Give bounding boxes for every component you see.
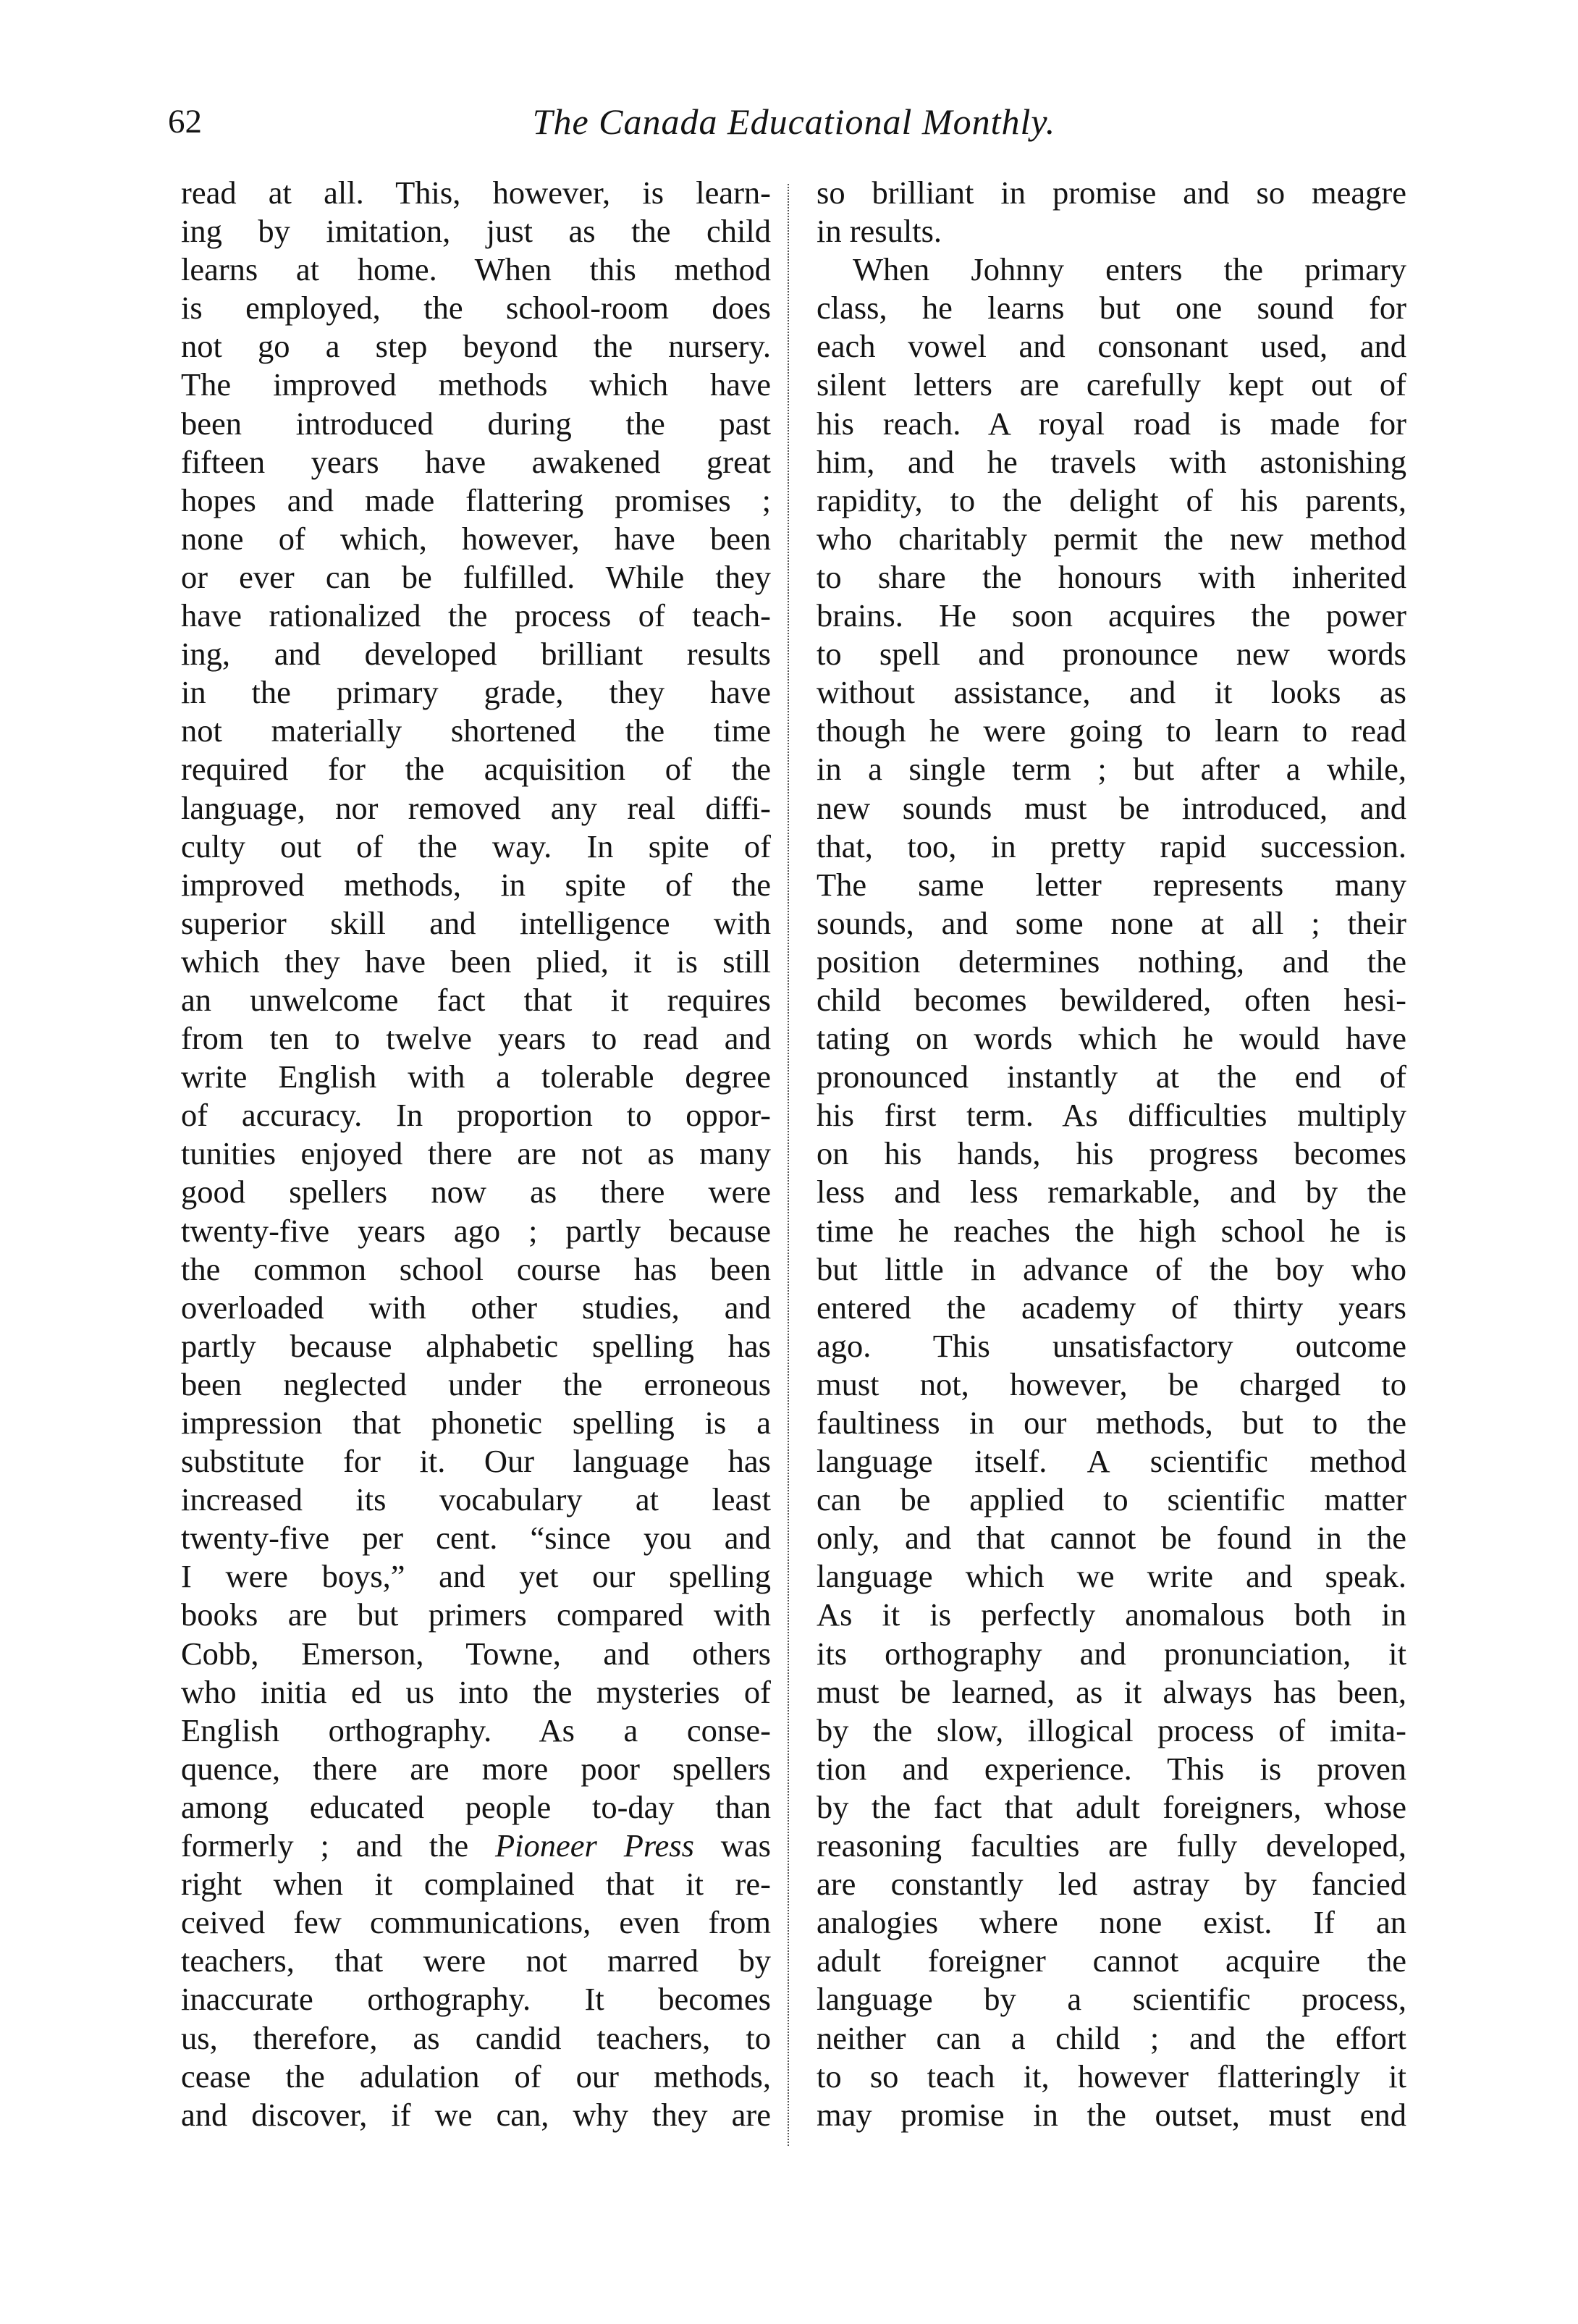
text-line: but little in advance of the boy who: [817, 1250, 1406, 1287]
text-line: impression that phonetic spelling is a: [181, 1405, 771, 1441]
text-line: quence, there are more poor spellers: [181, 1750, 771, 1787]
left-text-column: [181, 174, 771, 2134]
text-line: must be learned, as it always has been,: [817, 1673, 1406, 1710]
text-line: to spell and pronounce new words: [817, 636, 1406, 673]
text-line: the common school course has been: [181, 1250, 771, 1287]
text-line: ing by imitation, just as the child: [181, 213, 771, 250]
text-line: in results.: [817, 213, 942, 250]
text-line: or ever can be fulfilled. While they: [181, 558, 771, 595]
text-line: in a single term ; but after a while,: [817, 751, 1406, 788]
text-line: in the primary grade, they have: [181, 674, 771, 711]
text-line: by the slow, illogical process of imita-: [817, 1712, 1406, 1748]
text-line: been neglected under the erroneous: [181, 1365, 771, 1402]
text-line: language by a scientific process,: [817, 1981, 1406, 2018]
journal-title: The Canada Educational Monthly.: [532, 101, 1056, 142]
text-line: adult foreigner cannot acquire the: [817, 1942, 1406, 1979]
text-line: class, he learns but one sound for: [817, 290, 1406, 327]
text-line: faultiness in our methods, but to the: [817, 1405, 1406, 1441]
text-line: time he reaches the high school he is: [817, 1212, 1406, 1249]
text-line: When Johnny enters the primary: [853, 251, 1406, 288]
text-line: him, and he travels with astonishing: [817, 443, 1406, 480]
text-line: which they have been plied, it is still: [181, 943, 771, 980]
italic-tail: was: [693, 1827, 771, 1864]
text-line: his first term. As difficulties multiply: [817, 1097, 1406, 1134]
text-line: language which we write and speak.: [817, 1558, 1406, 1595]
text-line: to so teach it, however flatteringly it: [817, 2058, 1406, 2094]
text-line: required for the acquisition of the: [181, 751, 771, 788]
text-line: sounds, and some none at all ; their: [817, 904, 1406, 941]
text-line: may promise in the outset, must end: [817, 2096, 1406, 2133]
text-line: Cobb, Emerson, Towne, and others: [181, 1635, 771, 1672]
text-line: teachers, that were not marred by: [181, 1942, 771, 1979]
text-line: are constantly led astray by fancied: [817, 1866, 1406, 1903]
italic-phrase: Pioneer Press: [495, 1827, 694, 1864]
text-line: language itself. A scientific method: [817, 1443, 1406, 1480]
text-line: cease the adulation of our methods,: [181, 2058, 771, 2094]
text-line: none of which, however, have been: [181, 520, 771, 557]
text-line: ceived few communications, even from: [181, 1904, 771, 1941]
text-line: brains. He soon acquires the power: [817, 597, 1406, 634]
text-line: tunities enjoyed there are not as many: [181, 1135, 771, 1172]
text-line: child becomes bewildered, often hesi-: [817, 981, 1406, 1018]
text-line: each vowel and consonant used, and: [817, 328, 1406, 365]
text-line: ing, and developed brilliant results: [181, 636, 771, 673]
text-line: The improved methods which have: [181, 366, 771, 403]
text-line: its orthography and pronunciation, it: [817, 1635, 1406, 1672]
text-line: good spellers now as there were: [181, 1174, 771, 1211]
text-line: books are but primers compared with: [181, 1596, 771, 1633]
text-line: twenty-five per cent. “since you and: [181, 1520, 771, 1557]
text-line: superior skill and intelligence with: [181, 904, 771, 941]
running-header: [168, 100, 1420, 158]
text-line: analogies where none exist. If an: [817, 1904, 1406, 1941]
text-line: by the fact that adult foreigners, whose: [817, 1788, 1406, 1825]
text-line: ago. This unsatisfactory outcome: [817, 1327, 1406, 1364]
text-line: who initia ed us into the mysteries of: [181, 1673, 771, 1710]
text-line: that, too, in pretty rapid succession.: [817, 828, 1406, 864]
text-line: have rationalized the process of teach-: [181, 597, 771, 634]
text-line: tion and experience. This is proven: [817, 1750, 1406, 1787]
text-line: formerly ; and the Pioneer Press was: [181, 1827, 771, 1864]
text-line: an unwelcome fact that it requires: [181, 981, 771, 1018]
text-line: substitute for it. Our language has: [181, 1443, 771, 1480]
text-line: neither can a child ; and the effort: [817, 2019, 1406, 2056]
text-line: not go a step beyond the nursery.: [181, 328, 771, 365]
text-line: silent letters are carefully kept out of: [817, 366, 1406, 403]
text-line: of accuracy. In proportion to oppor-: [181, 1097, 771, 1134]
text-line: hopes and made flattering promises ;: [181, 481, 771, 518]
text-line: must not, however, be charged to: [817, 1365, 1406, 1402]
text-line: from ten to twelve years to read and: [181, 1020, 771, 1057]
text-line: right when it complained that it re-: [181, 1866, 771, 1903]
text-line: his reach. A royal road is made for: [817, 405, 1406, 442]
text-line: overloaded with other studies, and: [181, 1289, 771, 1326]
text-line: new sounds must be introduced, and: [817, 789, 1406, 826]
text-line: improved methods, in spite of the: [181, 866, 771, 903]
text-line: culty out of the way. In spite of: [181, 828, 771, 864]
text-line: and discover, if we can, why they are: [181, 2096, 771, 2133]
page-number: 62: [168, 103, 202, 140]
text-line: partly because alphabetic spelling has: [181, 1327, 771, 1364]
text-line: position determines nothing, and the: [817, 943, 1406, 980]
text-line: who charitably permit the new method: [817, 520, 1406, 557]
text-line: only, and that cannot be found in the: [817, 1520, 1406, 1557]
text-line: tating on words which he would have: [817, 1020, 1406, 1057]
text-line: read at all. This, however, is learn-: [181, 174, 771, 211]
column-divider: [788, 184, 789, 2146]
text-line: us, therefore, as candid teachers, to: [181, 2019, 771, 2056]
text-line: rapidity, to the delight of his parents,: [817, 481, 1406, 518]
text-line: fifteen years have awakened great: [181, 443, 771, 480]
text-line: to share the honours with inherited: [817, 558, 1406, 595]
text-line: learns at home. When this method: [181, 251, 771, 288]
text-line: language, nor removed any real diffi-: [181, 789, 771, 826]
text-line: As it is perfectly anomalous both in: [817, 1596, 1406, 1633]
text-line: can be applied to scientific matter: [817, 1481, 1406, 1518]
text-line: entered the academy of thirty years: [817, 1289, 1406, 1326]
text-line: among educated people to-day than: [181, 1788, 771, 1825]
text-line: inaccurate orthography. It becomes: [181, 1981, 771, 2018]
text-line: so brilliant in promise and so meagre: [817, 174, 1406, 211]
right-text-column: [817, 174, 1406, 2134]
text-line: less and less remarkable, and by the: [817, 1174, 1406, 1211]
text-line: twenty-five years ago ; partly because: [181, 1212, 771, 1249]
text-line: not materially shortened the time: [181, 712, 771, 749]
text-line: been introduced during the past: [181, 405, 771, 442]
text-line: The same letter represents many: [817, 866, 1406, 903]
text-line: is employed, the school-room does: [181, 290, 771, 327]
text-line: write English with a tolerable degree: [181, 1058, 771, 1095]
text-line: pronounced instantly at the end of: [817, 1058, 1406, 1095]
text-line: without assistance, and it looks as: [817, 674, 1406, 711]
text-line: increased its vocabulary at least: [181, 1481, 771, 1518]
text-line: though he were going to learn to read: [817, 712, 1406, 749]
text-line: English orthography. As a conse-: [181, 1712, 771, 1748]
text-line: I were boys,” and yet our spelling: [181, 1558, 771, 1595]
text-line: on his hands, his progress becomes: [817, 1135, 1406, 1172]
text-line: reasoning faculties are fully developed,: [817, 1827, 1406, 1864]
